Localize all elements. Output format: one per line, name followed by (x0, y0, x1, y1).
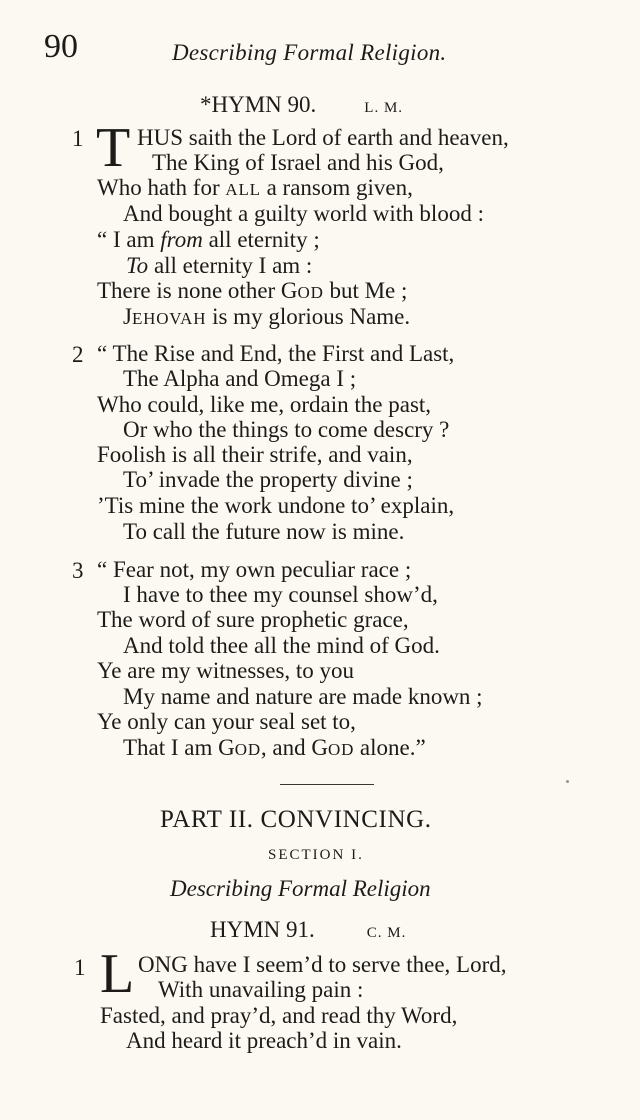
verse-line: I have to thee my counsel show’d, (123, 582, 438, 607)
print-speck (566, 780, 569, 783)
verse-line: ONG have I seem’d to serve thee, Lord, (138, 952, 507, 977)
verse-line: Who could, like me, ordain the past, (97, 392, 432, 417)
hymn-91-heading (210, 917, 406, 943)
verse-line: Ye are my witnesses, to you (97, 658, 355, 683)
drop-cap: T (96, 117, 131, 179)
verse-line: The Alpha and Omega I ; (123, 366, 357, 391)
verse-line: “ The Rise and End, the First and Last, (97, 341, 455, 366)
verse-line: The word of sure prophetic grace, (97, 607, 409, 632)
verse-line: To’ invade the property divine ; (123, 467, 413, 492)
verse-line: And heard it preach’d in vain. (126, 1028, 402, 1053)
verse-line: Fasted, and pray’d, and read thy Word, (100, 1003, 458, 1028)
verse-line: Foolish is all their strife, and vain, (97, 442, 413, 467)
hymn-90-meter: L. M. (364, 100, 404, 116)
verse-line: Who hath for ALL a ransom given, (97, 175, 413, 200)
section-divider (280, 784, 374, 785)
verse-line: My name and nature are made known ; (123, 684, 483, 709)
verse-line: Ye only can your seal set to, (97, 709, 356, 734)
section-title: Describing Formal Religion (170, 876, 431, 901)
verse-line: And told thee all the mind of God. (123, 633, 440, 658)
verse-line: There is none other GOD but Me ; (97, 278, 408, 303)
verse-line: To all eternity I am : (126, 253, 313, 278)
hymn-91-meter: C. M. (366, 925, 407, 941)
verse-line: That I am GOD, and GOD alone.” (123, 735, 426, 760)
verse-number: 2 (72, 342, 84, 367)
page-number: 90 (44, 28, 78, 65)
verse-line: The King of Israel and his God, (152, 150, 444, 175)
verse-line: HUS saith the Lord of earth and heaven, (137, 125, 509, 150)
verse-number: 1 (74, 955, 86, 980)
verse-line: And bought a guilty world with blood : (123, 201, 484, 226)
verse-line: To call the future now is mine. (123, 519, 405, 544)
verse-line: With unavailing pain : (158, 977, 364, 1002)
running-head: Describing Formal Religion. (172, 40, 447, 65)
hymn-91-title: HYMN 91. (210, 917, 315, 942)
section-heading: SECTION I. (268, 847, 364, 863)
verse-number: 3 (72, 558, 84, 583)
verse-line: Or who the things to come descry ? (123, 417, 450, 442)
verse-line: ’Tis mine the work undone to’ explain, (97, 493, 455, 518)
verse-line: “ I am from all eternity ; (97, 227, 320, 252)
drop-cap: L (100, 943, 135, 1005)
verse-line: JEHOVAH is my glorious Name. (123, 304, 411, 329)
verse-line: “ Fear not, my own peculiar race ; (97, 557, 412, 582)
hymn-90-title: *HYMN 90. (200, 92, 317, 117)
part-heading: PART II. CONVINCING. (160, 806, 432, 833)
hymn-90-heading (200, 92, 403, 118)
verse-number: 1 (72, 126, 84, 151)
